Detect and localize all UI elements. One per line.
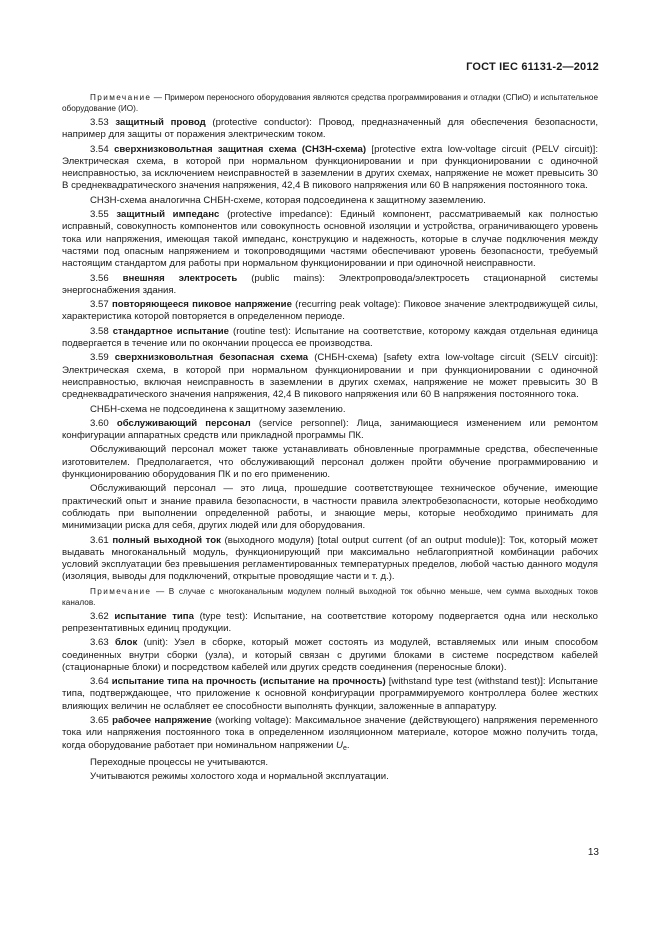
term-number: 3.57: [90, 299, 109, 311]
term-definition: [62, 209, 598, 270]
note-label: Примечание: [90, 93, 152, 102]
term-text: (service personnel): Лица, занимающиеся изменением или ремонтом конфигурации аппаратных средств или прикладной программы ПК.: [62, 417, 598, 442]
term-definition: [62, 611, 598, 636]
term-number: 3.58: [90, 325, 109, 337]
term-number: 3.61: [90, 534, 109, 546]
term-name: внешняя электросеть: [122, 272, 238, 284]
term-number: 3.63: [90, 637, 109, 649]
term-text: (working voltage): Максимальное значение (действующего) напряжения переменного тока или напряжения постоянного тока в определенном изоляционном материале, которое можно получить тогда, когда оборудование работает при номинальном напряжении: [62, 715, 598, 751]
text-paragraph: [62, 444, 598, 481]
paragraph-text: Обслуживающий персонал — это лица, прошедшие соответствующее техническое обучение, имеющие практический опыт и знание правила безопасности, в частности правила электробезопасности, которые необходимо соблюдать при выполнении определенной работы, и знающие меры, которые необходимо принимать для минимизации риска для себя, других людей или для оборудования.: [62, 483, 598, 532]
term-text: (routine test): Испытание на соответствие, которому каждая отдельная единица подвергается в течение или по окончании процесса ее производства.: [62, 325, 598, 350]
term-name: испытание типа: [114, 610, 194, 622]
term-definition: [62, 144, 598, 193]
term-definition: [62, 326, 598, 351]
note-label: Примечание: [90, 586, 152, 596]
text-paragraph: [62, 404, 598, 416]
paragraph-text: СНБН-схема не подсоединена к защитному заземлению.: [90, 403, 346, 415]
term-number: 3.65: [90, 715, 109, 727]
term-text: (public mains): Электропровода/электросеть стационарной системы энергоснабжения здания.: [62, 272, 599, 296]
standard-header: ГОСТ IEC 61131-2—2012: [466, 61, 599, 73]
term-number: 3.53: [90, 117, 109, 128]
term-definition: [62, 637, 598, 674]
term-number: 3.59: [90, 352, 109, 364]
term-name: сверхнизковольтная безопасная схема: [114, 352, 309, 364]
text-paragraph: [62, 757, 598, 769]
note-text: — В случае с многоканальным модулем полный выходной ток обычно меньше, чем сумма выходных токов каналов.: [62, 586, 598, 607]
note-text: — Примером переносного оборудования являются средства программирования и отладки (СПиО) и испытательное оборудование (ИО).: [62, 93, 598, 113]
term-name: полный выходной ток: [112, 534, 221, 546]
term-name: защитный провод: [115, 117, 206, 128]
term-text: (СНБН-схема) [safety extra low-voltage circuit (SELV circuit)]: Электрическая схема, в которой при нормальном функционировании и при функционировании с одиночной неисправностью, включая неисправность в заземлении в других схемах, напряжение не может превысить 30 В среднеквадратического значения напряжения, 42,4 В пикового напряжения или 60 В напряжения постоянного тока.: [62, 352, 598, 401]
term-text: [withstand type test (withstand test)]: Испытание типа, подтверждающее, что приложение к основной конфигурации программируемого контроллера более жестких влияющих величин не ослабляет ее способности выполнять функции, заложенные в аппаратуру.: [62, 676, 598, 712]
term-text: (protective conductor): Провод, предназначенный для обеспечения безопасности, например для защиты от поражения электрическим током.: [62, 117, 598, 141]
voltage-subscript: e: [342, 744, 347, 752]
term-number: 3.64: [90, 676, 109, 688]
term-definition: [62, 117, 598, 142]
paragraph-text: Обслуживающий персонал может также устанавливать обновленные программные средства, обеспеченные изготовителем. Предполагается, что обслуживающий персонал должен пройти обучение программированию и функционированию оборудования ПК и по его применению.: [62, 444, 598, 481]
term-definition: [62, 418, 598, 443]
term-number: 3.62: [90, 610, 109, 622]
term-name: стандартное испытание: [112, 325, 230, 337]
term-number: 3.56: [90, 272, 109, 284]
term-definition: [62, 352, 598, 401]
paragraph-text: Учитываются режимы холостого хода и нормальной эксплуатации.: [90, 771, 389, 783]
term-number: 3.55: [90, 209, 109, 221]
text-paragraph: [62, 195, 598, 207]
term-definition: [62, 676, 598, 713]
term-text: (protective impedance): Единый компонент, рассматриваемый как полностью исправный, совокупность компонентов или совокупность основной изоляции и устройства, ограничивающего уровень тока или напряжения, имеющая такой импеданс, конструкцию и надежность, которые в случае подключения между частями под опасным напряжением и токопроводящими частями обеспечивают уровень безопасности, требуемый настоящим стандартом для работы при нормальном функционировании и при одиночной неисправности.: [62, 209, 598, 270]
term-name: защитный импеданс: [116, 209, 220, 221]
term-tail: .: [346, 739, 350, 751]
term-definition: [62, 273, 598, 298]
term-name: рабочее напряжение: [112, 715, 212, 727]
term-text: (recurring peak voltage): Пиковое значение электродвижущей силы, характеристика которой повторяется в определенном периоде.: [62, 299, 599, 323]
term-number: 3.54: [90, 143, 109, 155]
term-name: блок: [114, 637, 138, 649]
text-paragraph: [62, 771, 598, 783]
paragraph-text: Переходные процессы не учитываются.: [90, 756, 269, 768]
document-body: [62, 92, 598, 786]
term-text: [protective extra low-voltage circuit (PELV circuit)]: Электрическая схема, в которой при нормальном функционировании и при функционировании с одиночной неисправностью, за исключением неисправностей в заземлении в других схемах, напряжение не может превысить 30 В среднеквадратического значения напряжения, 42,4 В пикового напряжения или 60 В напряжения постоянного тока.: [62, 143, 599, 192]
term-name: испытание типа на прочность (испытание на прочность): [111, 676, 386, 688]
voltage-symbol: U: [336, 739, 343, 751]
page-number: 13: [587, 847, 599, 858]
note-paragraph: [62, 92, 598, 114]
term-text: (type test): Испытание, на соответствие которому подвергается одна или несколько репрезентативных единиц продукции.: [62, 610, 598, 634]
paragraph-text: СНЗН-схема аналогична СНБН-схеме, которая подсоединена к защитному заземлению.: [90, 194, 486, 206]
term-name: повторяющееся пиковое напряжение: [111, 299, 292, 311]
term-text: (unit): Узел в сборке, который может состоять из модулей, вставляемых или иным способом соединенных внутри сборки (узла), и который связан с другими блоками в системе посредством кабелей (стационарные блоки) и посредством кабелей или других средств соединения (переносные блоки).: [62, 637, 598, 673]
term-name: обслуживающий персонал: [116, 417, 251, 429]
term-name: сверхнизковольтная защитная схема (СНЗН-схема): [114, 143, 367, 155]
term-text: (выходного модуля) [total output current (of an output module)]: Ток, который может выдавать многоканальный модуль, функционирующий при максимально неблагоприятной комбинации рабочих условий эксплуатации без превышения регламентированных температурных пределов, любой частью данного модуля (изоляция, выводы для подключений, открытые проводящие части и т. д.).: [62, 534, 598, 583]
term-definition: [62, 535, 598, 584]
note-paragraph: [62, 586, 598, 608]
term-definition: [62, 299, 598, 324]
term-number: 3.60: [90, 417, 109, 429]
text-paragraph: [62, 483, 598, 532]
term-definition: [62, 715, 598, 755]
